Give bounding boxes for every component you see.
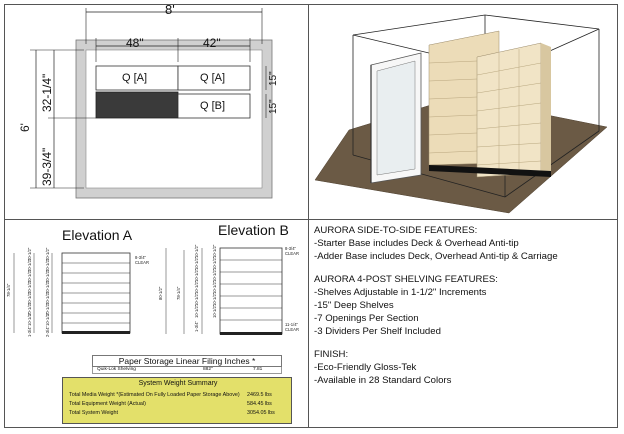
horizontal-divider — [4, 219, 618, 220]
features-heading-4-post: AURORA 4-POST SHELVING FEATURES: — [314, 273, 498, 285]
elev-a-spacing-l7: 10-1/2" — [27, 312, 32, 326]
elev-a-spacing-r3: 10-1/2" — [45, 269, 50, 283]
elev-b-bottom-clear-word: CLEAR — [285, 327, 299, 332]
features-heading-side-to-side: AURORA SIDE-TO-SIDE FEATURES: — [314, 225, 478, 236]
elev-a-right-spacings — [45, 247, 50, 337]
elev-a-spacing-l3: 10-1/2" — [27, 269, 32, 283]
elev-a-overall-height: 78-1/4" — [6, 283, 11, 297]
elev-b-spacing-r3: 10-1/2" — [212, 268, 217, 282]
elev-b-spacing-l2: 10-1/2" — [194, 256, 199, 270]
label-q-a-left: Q [A] — [122, 72, 148, 84]
summary-row-total-label: Total System Weight — [69, 410, 119, 416]
feature-deep-shelves: -15" Deep Shelves — [314, 300, 394, 312]
elev-a-spacing-r1: 10-1/2" — [45, 247, 50, 261]
elev-b-spacing-r2: 10-1/2" — [212, 256, 217, 270]
elev-b-inner-height: 78-1/4" — [176, 286, 181, 300]
elev-b-spacing-r4: 10-1/2" — [212, 280, 217, 294]
elev-a-spacing-l4: 10-1/2" — [27, 280, 32, 294]
elev-a-spacing-l1: 10-1/2" — [27, 247, 32, 261]
elev-a-top-clear: 8-3/4" — [135, 255, 147, 260]
summary-row-media-value: 2469.5 lbs — [247, 392, 272, 398]
elev-a-spacing-l8: 1-3/4" — [27, 325, 32, 337]
elev-b-left-spacings — [194, 244, 199, 332]
room-3d-render — [309, 5, 617, 219]
label-q-a-right: Q [A] — [200, 72, 226, 84]
elev-a-clear-word: CLEAR — [135, 260, 149, 265]
summary-row-total-value: 3054.05 lbs — [247, 410, 275, 416]
elev-a-spacing-r2: 10-1/2" — [45, 258, 50, 272]
feature-adder-base: -Adder Base includes Deck, Overhead Anti-tip & Carriage — [314, 251, 558, 263]
elev-a-spacing-l5: 10-1/2" — [27, 291, 32, 305]
elev-b-spacing-l4: 10-1/2" — [194, 280, 199, 294]
elev-b-spacing-l5: 10-1/2" — [194, 292, 199, 306]
paper-storage-row-value2: 7.81 — [253, 367, 263, 372]
elev-b-bottom-clear: 11-1/4" — [285, 322, 299, 327]
elev-b-spacing-l6: 10-1/2" — [194, 304, 199, 318]
elev-a-spacing-l2: 10-1/2" — [27, 258, 32, 272]
dim-bottom-depth: 39-3/4" — [40, 147, 54, 186]
elev-b-spacing-l1: 10-1/2" — [194, 244, 199, 258]
feature-shelves-adjustable: -Shelves Adjustable in 1-1/2" Increments — [314, 286, 487, 298]
elev-a-spacing-r5: 10-1/2" — [45, 291, 50, 305]
paper-storage-row-value: 882" — [203, 367, 213, 372]
dim-shelf-depth-top: 15" — [268, 71, 279, 86]
feature-gloss-tek: -Eco-Friendly Gloss-Tek — [314, 361, 417, 373]
feature-openings: -7 Openings Per Section — [314, 313, 419, 325]
summary-row-equipment-label: Total Equipment Weight (Actual) — [69, 401, 146, 407]
dim-overall-depth: 6' — [18, 123, 32, 132]
feature-starter-base: -Starter Base includes Deck & Overhead Anti-tip — [314, 238, 519, 250]
elev-b-spacing-l3: 10-1/2" — [194, 268, 199, 282]
feature-colors: -Available in 28 Standard Colors — [314, 375, 452, 387]
summary-row-equipment-value: 584.45 lbs — [247, 401, 272, 407]
elev-b-spacing-l7: 1-3/4" — [194, 320, 199, 332]
dim-seg1-width: 48" — [126, 36, 144, 50]
elev-a-left-spacings — [27, 247, 32, 337]
elev-a-spacing-l6: 10-1/2" — [27, 302, 32, 316]
feature-dividers: -3 Dividers Per Shelf Included — [314, 326, 441, 338]
elev-b-spacing-r1: 10-1/2" — [212, 244, 217, 258]
elevation-a-drawing — [4, 245, 154, 350]
elevation-a-title: Elevation A — [62, 227, 133, 243]
label-q-b: Q [B] — [200, 100, 226, 112]
elev-b-spacing-r5: 10-1/2" — [212, 292, 217, 306]
dim-shelf-depth-bottom: 15" — [268, 99, 279, 114]
summary-row-media-label: Total Media Weight *(Estimated On Fully Loaded Paper Storage Above) — [69, 392, 240, 398]
elev-a-spacing-r4: 10-1/2" — [45, 280, 50, 294]
elev-b-right-spacings — [212, 244, 217, 318]
summary-title: System Weight Summary — [138, 380, 218, 387]
elev-b-spacing-r6: 10-1/2" — [212, 304, 217, 318]
features-panel — [314, 224, 614, 387]
elevation-b-drawing — [150, 240, 308, 350]
dim-top-depth: 32-1/4" — [40, 73, 54, 112]
elev-a-spacing-r6: 10-1/2" — [45, 302, 50, 316]
elev-b-overall-height: 80-1/2" — [158, 286, 163, 300]
elev-a-spacing-r8: 2-3/4" — [45, 325, 50, 337]
elevation-b-title: Elevation B — [218, 222, 289, 238]
elev-b-clear-word: CLEAR — [285, 251, 299, 256]
system-weight-summary — [62, 377, 292, 424]
elev-a-spacing-r7: 10-1/2" — [45, 312, 50, 326]
paper-storage-row-label: Quik-Lok Shelving — [97, 367, 136, 372]
dim-seg2-width: 42" — [203, 36, 221, 50]
paper-storage-row — [92, 367, 282, 374]
features-heading-finish: FINISH: — [314, 348, 349, 360]
elev-b-top-clear: 8-3/4" — [285, 246, 297, 251]
dim-overall-width: 8' — [165, 2, 175, 17]
paper-storage-title: Paper Storage Linear Filing Inches * — [92, 355, 282, 367]
